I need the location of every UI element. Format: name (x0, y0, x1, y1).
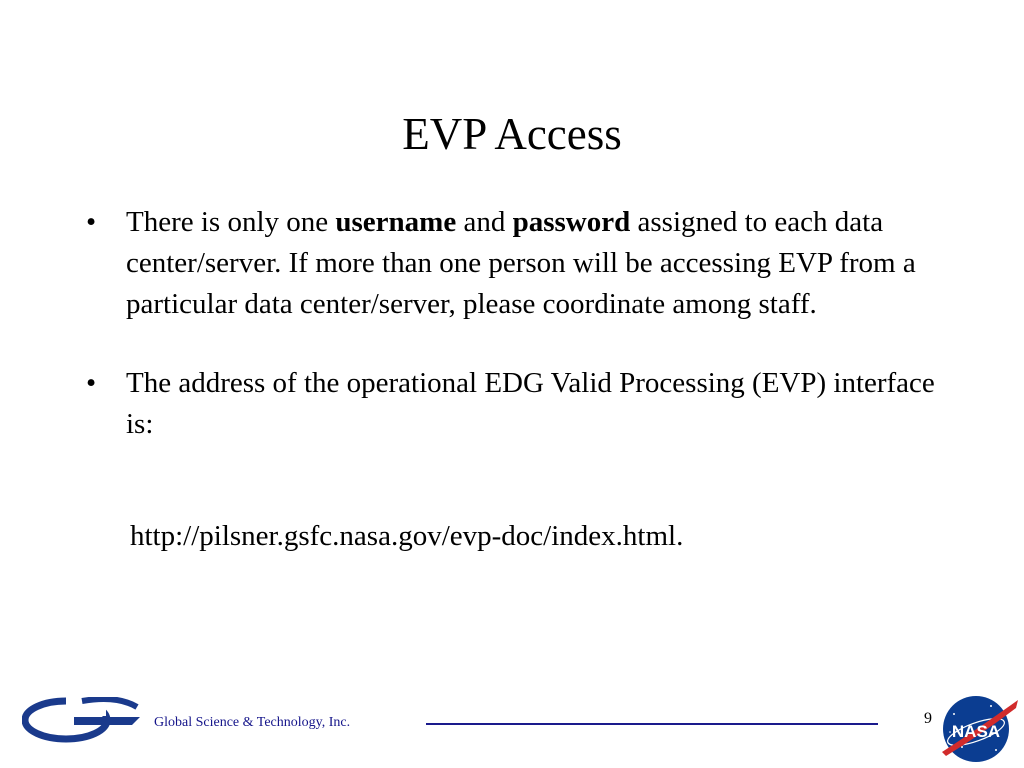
bullet-text-segment: There is only one (126, 206, 336, 238)
bullet-dot: • (86, 367, 97, 399)
evp-url-link[interactable]: http://pilsner.gsfc.nasa.gov/evp-doc/index.html. (130, 520, 684, 552)
bullet-text-segment: assigned to each data center/server. If more than one person will be accessing EVP from a particular data center/server, please coordinate among staff. (126, 206, 916, 320)
bullet-list (86, 202, 946, 445)
bullet-item (86, 202, 946, 325)
nasa-logo-text: NASA (951, 722, 1001, 741)
nasa-logo-icon (936, 692, 1020, 764)
footer-rule (426, 723, 878, 725)
footer-company-name: Global Science & Technology, Inc. (154, 715, 351, 730)
bullet-dot: • (86, 206, 97, 238)
slide-title: EVP Access (402, 109, 622, 159)
gst-logo-icon (22, 697, 142, 743)
bullet-text-bold-password: password (512, 206, 631, 238)
page-number: 9 (924, 710, 932, 727)
bullet-text: The address of the operational EDG Valid Processing (EVP) interface is: (126, 367, 935, 440)
bullet-item (86, 363, 946, 445)
bullet-text (126, 206, 916, 320)
bullet-text-segment: and (456, 206, 513, 238)
bullet-text-bold-username: username (335, 206, 457, 238)
